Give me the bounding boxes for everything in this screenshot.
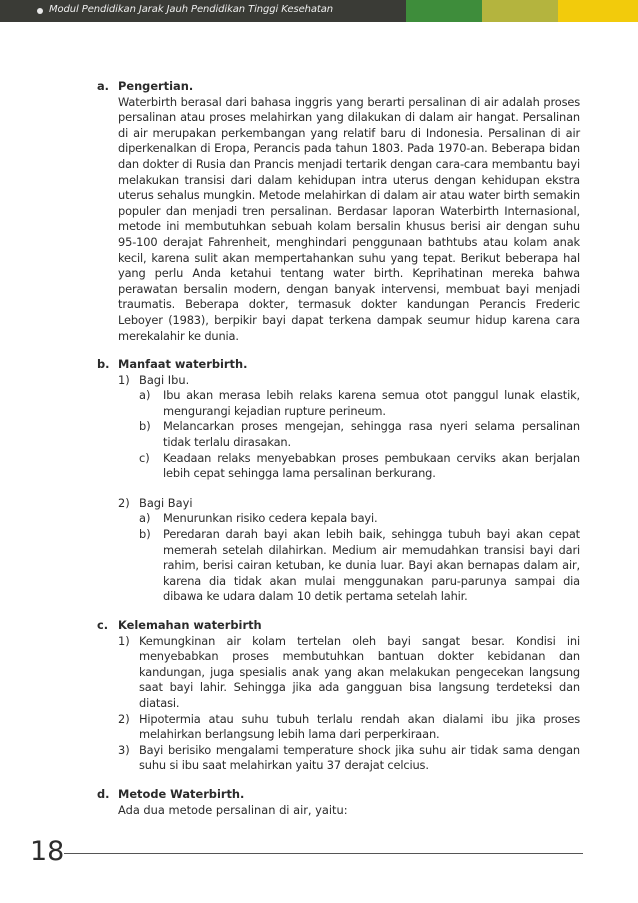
list-number: 1) <box>118 372 130 387</box>
sub-list-letter: b) <box>139 527 151 542</box>
sub-list-letter: b) <box>139 419 151 434</box>
section-letter: c. <box>97 618 109 632</box>
sub-list-item <box>139 451 580 482</box>
section-paragraph: Ada dua metode persalinan di air, yaitu: <box>118 802 348 817</box>
footer-rule <box>64 853 583 854</box>
bullet-icon <box>37 8 43 14</box>
list-number: 2) <box>118 711 130 726</box>
sub-list-text: Keadaan relaks menyebabkan proses pembukaan cerviks akan berjalan lebih cepat sehingga lama persalinan berkurang. <box>163 450 580 481</box>
module-title: Modul Pendidikan Jarak Jauh Pendidikan Tinggi Kesehatan <box>49 4 333 15</box>
sub-list-item <box>139 511 580 527</box>
sub-list-text: Ibu akan merasa lebih relaks karena semua otot panggul lunak elastik, mengurangi kejadian rupture perineum. <box>163 388 580 418</box>
section-heading: Pengertian. <box>118 79 194 93</box>
section-letter: a. <box>97 79 110 93</box>
sub-list-item <box>139 527 580 605</box>
sub-list-item <box>139 419 580 450</box>
header-bar <box>0 0 638 22</box>
list-item <box>118 712 580 743</box>
page-content <box>97 79 580 831</box>
list-number: 3) <box>118 742 130 757</box>
list-item-text: Bayi berisiko mengalami temperature shock jika suhu air tidak sama dengan suhu si ibu saat melahirkan yaitu 37 derajat celcius. <box>139 742 580 773</box>
list-item <box>118 496 580 605</box>
list-number: 1) <box>118 633 130 648</box>
header-color-block-olive <box>482 0 558 22</box>
sub-list-text: Menurunkan risiko cedera kepala bayi. <box>163 511 378 526</box>
list-item-text: Kemungkinan air kolam tertelan oleh bayi sangat besar. Kondisi ini menyebabkan proses membutuhkan bantuan dokter kebidanan dan kandungan, juga spesialis anak yang akan melakukan pengecekan langsung saat bayi lahir. Sehingga jika ada gangguan bisa langsung terdeteksi dan diatasi. <box>139 633 580 710</box>
section-letter: b. <box>97 357 110 372</box>
list-item <box>118 373 580 482</box>
sub-list-text: Peredaran darah bayi akan lebih baik, sehingga tubuh bayi akan cepat memerah setelah dilahirkan. Medium air memudahkan transisi bayi dari rahim, berisi cairan ketuban, ke dunia luar. Bayi akan bernapas dalam air, karena dia tidak akan mulai menggunakan paru-parunya sampai dia dibawa ke udara dalam 10 detik pertama setelah lahir. <box>163 527 580 604</box>
section-paragraph: Waterbirth berasal dari bahasa inggris yang berarti persalinan di air adalah proses persalinan atau proses melahirkan yang dilakukan di dalam air hangat. Persalinan di air merupakan perkembangan yang relatif baru di Indonesia. Persalinan di air diperkenalkan di Eropa, Perancis pada tahun 1803. Pada 1970-an. Beberapa bidan dan dokter di Rusia dan Prancis menjadi tertarik dengan cara-cara membantu bayi melakukan transisi dari dalam kehidupan intra uterus dengan kehidupan ekstra uterus sehalus mungkin. Metode melahirkan di dalam air atau water birth semakin populer dan menjadi tren persalinan. Berdasar laporan Waterbirth Internasional, metode ini membutuhkan sebuah kolam bersalin khusus berisi air dengan suhu 95-100 derajat Fahrenheit, menghindari penggunaan bathtubs atau kolam anak kecil, karena sulit akan mempertahankan suhu yang tepat. Berikut beberapa hal yang perlu Anda ketahui tentang water birth. Keprihatinan mereka bahwa perawatan bersalin modern, dengan banyak intervensi, membuat bayi menjadi traumatis. Beberapa dokter, termasuk dokter kandungan Perancis Frederic Leboyer (1983), berpikir bayi dapat terkena dampak seumur hidup karena cara merekalahir ke dunia. <box>118 94 580 343</box>
section-letter: d. <box>97 786 110 801</box>
sub-list-letter: a) <box>139 388 151 403</box>
section-heading: Kelemahan waterbirth <box>118 618 262 632</box>
header-color-block-green <box>406 0 482 22</box>
sub-list-item <box>139 388 580 419</box>
spacer <box>118 482 580 496</box>
section-kelemahan <box>97 618 580 774</box>
sub-list-text: Melancarkan proses mengejan, sehingga rasa nyeri selama persalinan tidak terlalu dirasakan. <box>163 419 580 450</box>
list-item-label: Bagi Bayi <box>139 495 193 510</box>
section-heading: Manfaat waterbirth. <box>118 357 248 372</box>
section-heading: Metode Waterbirth. <box>118 786 245 801</box>
header-title-block <box>0 0 406 22</box>
page-number: 18 <box>30 836 65 867</box>
sub-list-letter: a) <box>139 511 151 526</box>
list-number: 2) <box>118 495 130 510</box>
list-item-label: Bagi Ibu. <box>139 372 190 387</box>
list-item <box>118 634 580 712</box>
section-pengertian <box>97 79 580 344</box>
header-color-block-yellow <box>558 0 638 22</box>
section-manfaat <box>97 357 580 605</box>
sub-list-letter: c) <box>139 450 150 465</box>
list-item <box>118 743 580 774</box>
list-item-text: Hipotermia atau suhu tubuh terlalu rendah akan dialami ibu jika proses melahirkan berlangsung lebih lama dari perperkiraan. <box>139 711 580 742</box>
section-metode <box>97 787 580 818</box>
